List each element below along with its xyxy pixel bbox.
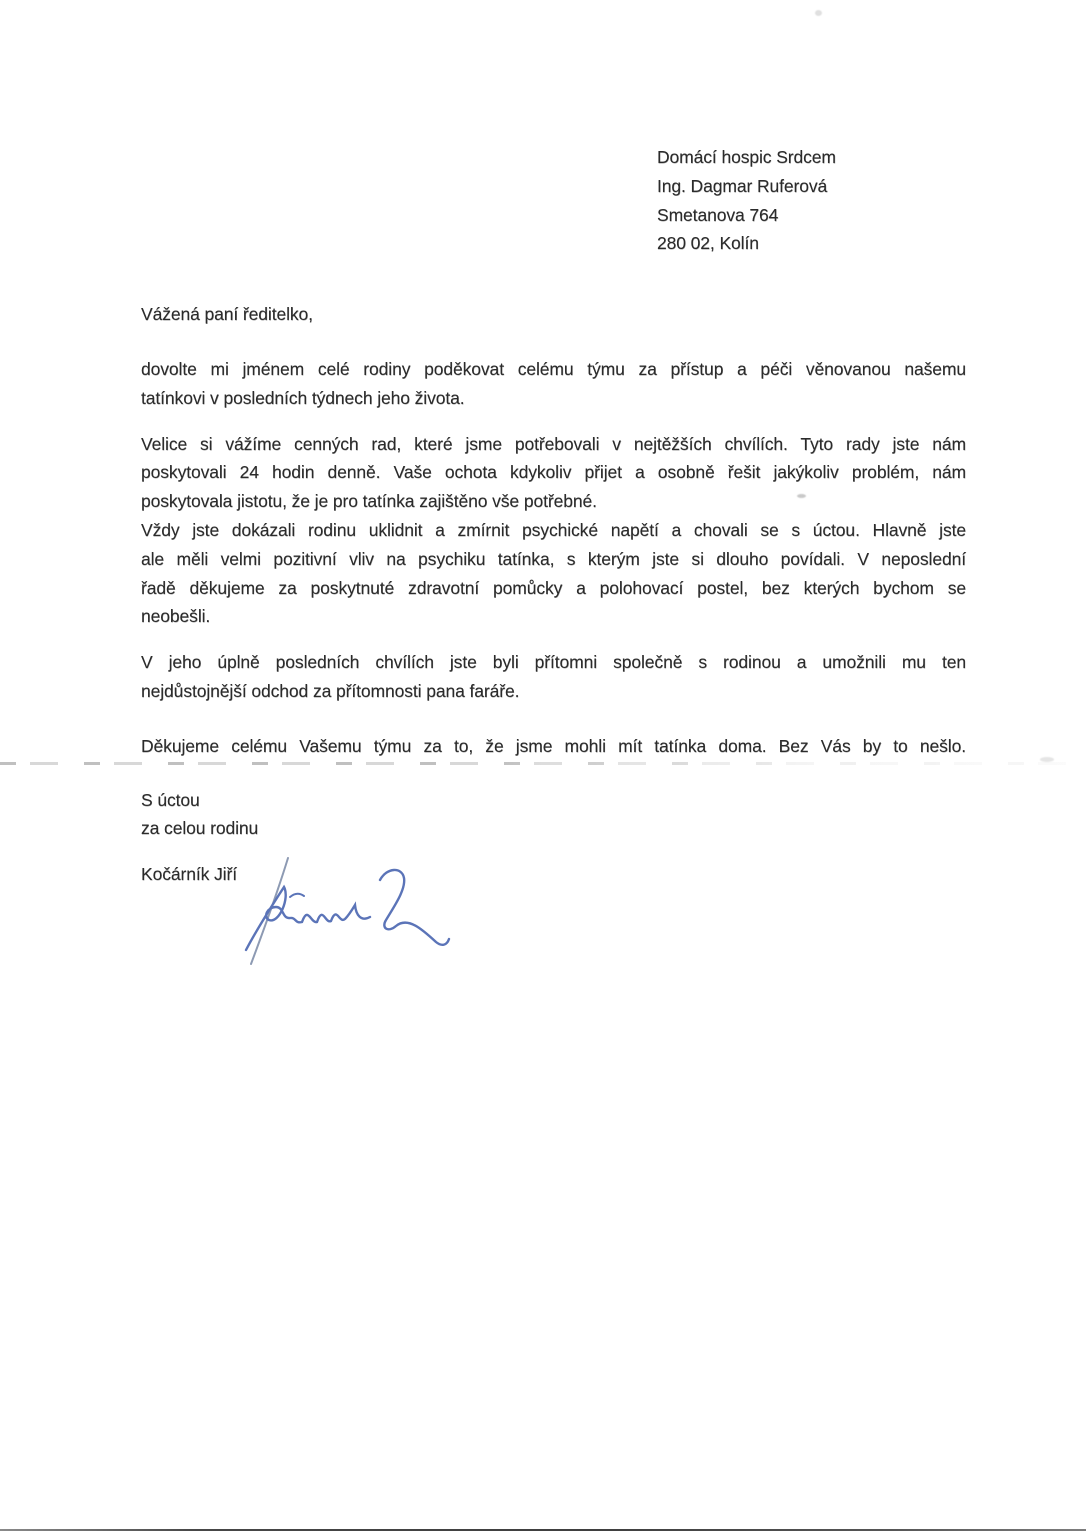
body-line: Velice si vážíme cenných rad, které jsme potřebovali v nejtěžších chvílích. Tyto rady jste nám xyxy=(141,433,966,454)
body-line: poskytovala jistotu, že je pro tatínka zajištěno vše potřebné. xyxy=(141,491,597,512)
body-line: Děkujeme celému Vašemu týmu za to, že jsme mohli mít tatínka doma. Bez Vás by to nešlo. xyxy=(141,735,966,756)
paragraph xyxy=(141,355,966,413)
recipient-city: 280 02, Kolín xyxy=(657,233,759,254)
recipient-name: Ing. Dagmar Ruferová xyxy=(657,175,828,196)
scan-speck xyxy=(797,494,806,498)
recipient-address-block xyxy=(657,143,966,258)
scan-speck xyxy=(815,10,822,16)
closing-line-family: za celou rodinu xyxy=(141,818,259,839)
recipient-org: Domácí hospic Srdcem xyxy=(657,147,836,167)
body-line: neobešli. xyxy=(141,606,211,627)
scan-bottom-edge xyxy=(0,1529,1086,1531)
letter-body xyxy=(141,355,966,761)
body-line: řadě děkujeme za poskytnuté zdravotní pomůcky a polohovací postel, bez kterých bychom se xyxy=(141,577,966,598)
signature-handwriting xyxy=(238,846,458,971)
body-line: dovolte mi jménem celé rodiny poděkovat celému týmu za přístup a péči věnovanou našemu xyxy=(141,358,966,379)
paragraph xyxy=(141,648,966,706)
salutation: Vážená paní ředitelko, xyxy=(141,304,313,325)
paragraph xyxy=(141,732,966,761)
body-line: V jeho úplně posledních chvílích jste byli přítomni společně s rodinou a umožnili mu ten xyxy=(141,652,966,673)
signer-name: Kočárník Jiří xyxy=(141,864,237,885)
letter-content xyxy=(141,0,966,889)
body-line: tatínkovi v posledních týdnech jeho života. xyxy=(141,387,465,408)
body-line: nejdůstojnější odchod za přítomnosti pana faráře. xyxy=(141,680,520,701)
closing-block xyxy=(141,786,966,844)
closing-line: S úctou xyxy=(141,789,200,810)
body-line: Vždy jste dokázali rodinu uklidnit a zmírnit psychické napětí a chovali se s úctou. Hlavně jste xyxy=(141,519,966,540)
body-line: poskytovali 24 hodin denně. Vaše ochota kdykoliv přijet a osobně řešit jakýkoliv problém, nám xyxy=(141,462,966,483)
paragraph xyxy=(141,516,966,631)
paragraph xyxy=(141,430,966,516)
recipient-street: Smetanova 764 xyxy=(657,204,779,225)
scan-speck xyxy=(1040,757,1054,762)
scan-fold-line xyxy=(0,762,1086,765)
body-line: ale měli velmi pozitivní vliv na psychiku tatínka, s kterým jste si dlouho povídali. V neposlední xyxy=(141,548,966,569)
